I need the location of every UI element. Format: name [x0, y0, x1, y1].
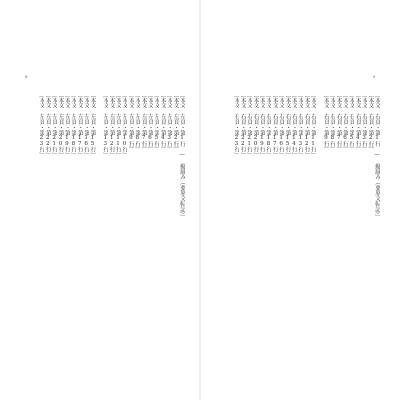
vertical-text-block [215, 92, 380, 317]
text-column: ［本文 左頁・第1行 — 縦組み（要原文転記）］ [179, 92, 185, 220]
text-column: ［本文 右頁・第9行］ [322, 92, 329, 152]
text-column: ［本文 左頁・第17行］ [76, 92, 83, 158]
text-column: ［本文 左頁・第18行］ [70, 92, 77, 158]
text-column: ［本文 右頁・第19行］ [258, 92, 265, 158]
text-column: ［本文 右頁・第17行］ [271, 92, 278, 158]
left-page [0, 0, 199, 400]
text-column: ［本文 右頁・第14行］ [290, 92, 297, 158]
text-column: ［本文 右頁・第23行］ [233, 92, 240, 158]
text-column: ［本文 右頁・第11行］ [310, 92, 317, 158]
text-column: ［本文 左頁・第20行］ [57, 92, 64, 158]
text-column: ［本文 右頁・第3行］ [361, 92, 368, 152]
text-column: ［本文 右頁・第22行］ [239, 92, 246, 158]
text-column: ［本文 左頁・第8行］ [134, 92, 141, 152]
text-column: ［本文 左頁・第9行］ [127, 92, 134, 152]
text-column: ［本文 左頁・第3行］ [166, 92, 173, 152]
text-column: ［本文 左頁・第11行］ [115, 92, 122, 158]
vertical-text-block [20, 92, 185, 317]
text-column: ［本文 左頁・第23行］ [38, 92, 45, 158]
text-column: ［本文 右頁・第15行］ [284, 92, 291, 158]
text-column: ［本文 右頁・第20行］ [252, 92, 259, 158]
text-column: ［本文 左頁・第4行］ [159, 92, 166, 152]
text-column: ［本文 右頁・第1行 — 縦組み（要原文転記）］ [374, 92, 380, 220]
right-page [201, 0, 400, 400]
text-column: ［本文 左頁・第21行］ [51, 92, 58, 158]
text-column: ［本文 左頁・第15行］ [89, 92, 96, 158]
page-number: 8 [25, 74, 28, 79]
text-column: ［本文 左頁・第6行］ [147, 92, 154, 152]
text-column: ［本文 右頁・第12行］ [303, 92, 310, 158]
page-number: 9 [372, 74, 375, 79]
text-column: ［本文 右頁・第4行］ [354, 92, 361, 152]
text-column: ［本文 右頁・第18行］ [265, 92, 272, 158]
text-column: ［本文 右頁・第6行］ [342, 92, 349, 152]
text-column: ［本文 左頁・第12行］ [108, 92, 115, 158]
text-column: ［本文 左頁・第2行］ [172, 92, 179, 152]
text-column: ［本文 左頁・第13行］ [102, 92, 109, 158]
text-column: ［本文 右頁・第16行］ [278, 92, 285, 158]
text-column: ［本文 右頁・第8行］ [329, 92, 336, 152]
text-column: ［本文 左頁・第19行］ [63, 92, 70, 158]
text-column: ［本文 左頁・第10行］ [121, 92, 128, 158]
text-column: ［本文 右頁・第7行］ [335, 92, 342, 152]
text-column: ［本文 左頁・第7行］ [140, 92, 147, 152]
text-column: ［本文 右頁・第21行］ [246, 92, 253, 158]
text-column: ［本文 左頁・第22行］ [44, 92, 51, 158]
text-column: ［本文 左頁・第5行］ [153, 92, 160, 152]
text-column: ［本文 右頁・第13行］ [297, 92, 304, 158]
text-column: ［本文 左頁・第16行］ [83, 92, 90, 158]
text-column: ［本文 右頁・第5行］ [348, 92, 355, 152]
text-column: ［本文 右頁・第2行］ [367, 92, 374, 152]
